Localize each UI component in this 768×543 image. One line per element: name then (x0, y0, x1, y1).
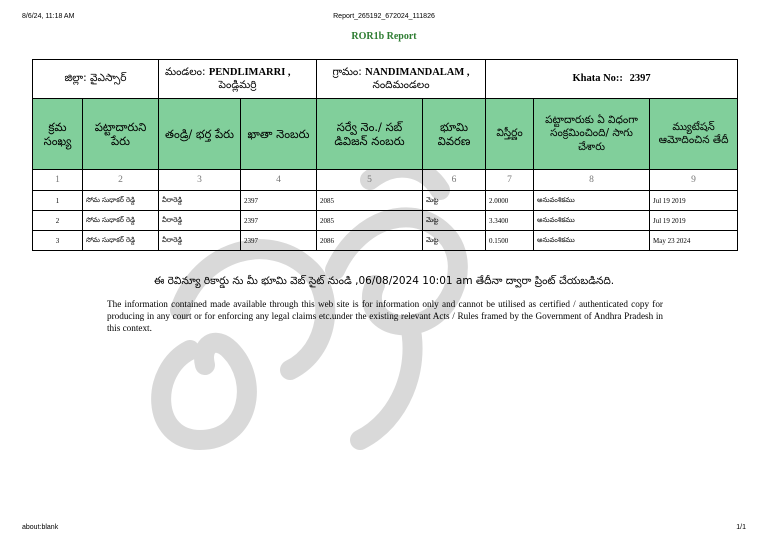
village-cell (317, 60, 486, 99)
column-header: తండ్రి/ భర్త పేరు (159, 99, 241, 170)
father-name: వీరారెడ్డి (159, 191, 241, 211)
village-name-te: నందిమండలం (372, 79, 430, 91)
column-header: మ్యుటేషన్ ఆమోదించిన తేదీ (650, 99, 738, 170)
owner-name: సోమ సుధాకర్ రెడ్డి (83, 191, 159, 211)
mandal-cell (159, 60, 317, 99)
print-header (22, 13, 746, 25)
khata-cell (486, 60, 738, 99)
extent: 3.3400 (486, 211, 534, 231)
disclaimer-text: The information contained made available through this web site is for information only and cannot be utilised as certified / authenticated copy for producing in any court or for enforcing any legal claims etc.under the existing relevant Acts / Rules framed by the Government of Andhra Pradesh in this context. (107, 299, 663, 333)
khata-number: 2397 (241, 191, 317, 211)
mutation-date: Jul 19 2019 (650, 191, 738, 211)
survey-number: 2085 (317, 191, 423, 211)
land-type: మెట్ట (423, 231, 486, 251)
khata-label: Khata No:: (572, 73, 623, 85)
khata-number: 2397 (241, 211, 317, 231)
survey-number: 2086 (317, 231, 423, 251)
table-row (33, 191, 738, 211)
district-value: వైఎస్సార్ (90, 72, 127, 85)
column-number: 1 (33, 170, 83, 191)
acquisition-mode: అనువంశికము (534, 231, 650, 251)
column-number: 9 (650, 170, 738, 191)
table-row (33, 211, 738, 231)
mutation-date: May 23 2024 (650, 231, 738, 251)
column-header: విస్తీర్ణం (486, 99, 534, 170)
column-header: భూమి వివరణ (423, 99, 486, 170)
column-number: 3 (159, 170, 241, 191)
extent: 2.0000 (486, 191, 534, 211)
land-type: మెట్ట (423, 191, 486, 211)
column-header: పట్టాదారుకు ఏ విధంగా సంక్రమించింది/ సాగు చేశారు (534, 99, 650, 170)
survey-number: 2085 (317, 211, 423, 231)
column-number: 8 (534, 170, 650, 191)
owner-name: సోమ సుధాకర్ రెడ్డి (83, 231, 159, 251)
column-number: 4 (241, 170, 317, 191)
acquisition-mode: అనువంశికము (534, 191, 650, 211)
land-type: మెట్ట (423, 211, 486, 231)
report-title: ROR1b Report (351, 31, 417, 42)
column-header: పట్టాదారుని పేరు (83, 99, 159, 170)
father-name: వీరారెడ్డి (159, 231, 241, 251)
column-number: 2 (83, 170, 159, 191)
father-name: వీరారెడ్డి (159, 211, 241, 231)
mandal-label: మండలం: (165, 65, 206, 78)
footer-url: about:blank (22, 524, 59, 531)
extent: 0.1500 (486, 231, 534, 251)
column-header-row (33, 99, 738, 170)
serial-number: 2 (33, 211, 83, 231)
column-number-row (33, 170, 738, 191)
mandal-name-te: పెండ్లిమర్రి (218, 79, 257, 91)
print-document-title: Report_265192_672024_111826 (333, 13, 435, 20)
serial-number: 1 (33, 191, 83, 211)
print-footer (22, 521, 746, 531)
footer-page-number: 1/1 (736, 524, 746, 531)
column-header: సర్వే నెం./ సబ్ డివిజన్ నంబరు (317, 99, 423, 170)
mutation-date: Jul 19 2019 (650, 211, 738, 231)
village-label: గ్రామం: (332, 65, 362, 78)
column-number: 7 (486, 170, 534, 191)
serial-number: 3 (33, 231, 83, 251)
district-label: జిల్లా: (64, 72, 87, 85)
mandal-name-en: PENDLIMARRI , (208, 66, 291, 78)
acquisition-mode: అనువంశికము (534, 211, 650, 231)
village-name-en: NANDIMANDALAM , (365, 66, 470, 78)
table-row (33, 231, 738, 251)
column-number: 6 (423, 170, 486, 191)
khata-number: 2397 (241, 231, 317, 251)
owner-name: సోమ సుధాకర్ రెడ్డి (83, 211, 159, 231)
ror-table (32, 59, 738, 251)
column-header: ఖాతా నెంబరు (241, 99, 317, 170)
column-number: 5 (317, 170, 423, 191)
district-cell (33, 60, 159, 99)
column-header: క్రమ సంఖ్య (33, 99, 83, 170)
location-row (33, 60, 738, 99)
print-note: ఈ రెవిన్యూ రికార్డు ను మీ భూమి వెబ్ సైట్ నుండి ,06/08/2024 10:01 am తేదీనా ద్వారా ప్రింట్ చేయబడినది. (153, 275, 615, 287)
khata-value: 2397 (629, 73, 651, 85)
print-datetime: 8/6/24, 11:18 AM (22, 13, 75, 20)
